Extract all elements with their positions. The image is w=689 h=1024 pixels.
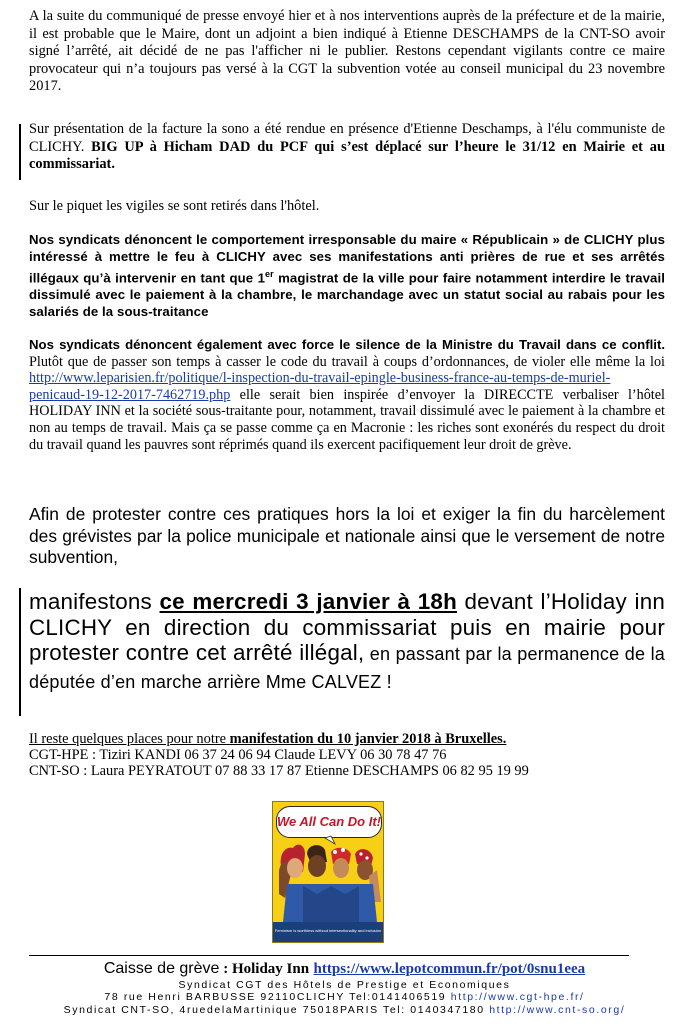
paragraph-contacts [29, 731, 665, 780]
footer-address-cgt [0, 991, 689, 1003]
paragraph-ministre [29, 337, 665, 453]
contact-cnt: CNT-SO : Laura PEYRATOUT 07 88 33 17 87 Etienne DESCHAMPS 06 82 95 19 99 [29, 763, 529, 780]
footer-caisse-de-greve [0, 959, 689, 979]
paragraph-sono-bold: BIG UP à Hicham DAD du PCF qui s’est déplacé sur l’heure le 31/12 en Mairie et au commissariat. [29, 138, 665, 172]
margin-bar [19, 124, 21, 180]
ministre-text1: Plutôt que de passer son temps à casser le code du travail à coups d’ordonnances, de violer elle même la loi [29, 353, 665, 370]
caisse-label: Caisse de grève [103, 960, 220, 977]
ministre-lead: Nos syndicats dénoncent également avec force le silence de la Ministre du Travail dans ce conflit. [29, 337, 665, 352]
footer-address-cnt [0, 1004, 689, 1016]
footer-address-cnt-text: Syndicat CNT-SO, 4ruedelaMartinique 75018PARIS Tel: 0140347180 [63, 1003, 490, 1016]
manifestons-pre: manifestons [29, 589, 160, 614]
bruxelles-line [29, 731, 665, 747]
poster-illustration [273, 802, 383, 942]
caisse-sep: : [219, 961, 232, 977]
footer-address-cgt-text: 78 rue Henri BARBUSSE 92110CLICHY Tel:0141406519 [104, 991, 451, 1004]
we-all-can-do-it-poster [272, 801, 384, 943]
cgt-hpe-link[interactable]: http://www.cgt-hpe.fr/ [450, 991, 585, 1004]
caisse-link[interactable]: https://www.lepotcommun.fr/pot/0snu1eea [313, 961, 586, 977]
paragraph-sono-text: Sur présentation de la facture la sono a été rendue en présence d'Etienne Deschamps, à l'élu communiste de CLICHY. [29, 121, 665, 155]
footer-syndicat-cgt: Syndicat CGT des Hôtels de Prestige et Economiques [178, 979, 511, 991]
contact-cgt: CGT-HPE : Tiziri KANDI 06 37 24 06 94 Claude LEVY 06 30 78 47 76 [29, 747, 447, 764]
svg-text:Feminism is worthless without: Feminism is worthless without intersectionality and inclusion [274, 928, 382, 933]
denonciation-part2: magistrat de la ville pour faire notamment interdire le travail dissimulé avec le paiement à la chambre, le marchandage avec un statut social au rabais pour les salariés de la sous-traitance [29, 269, 666, 319]
denonciation-part1: Nos syndicats dénoncent le comportement irresponsable du maire « Républicain » de CLICHY plus intéressé à mettre le feu à CLICHY avec ses manifestations anti prières de rue et ses arrêtés illégaux qu’à intervenir en tant que 1 [29, 232, 665, 285]
caisse-holiday: Holiday Inn [231, 961, 310, 977]
paragraph-manifestons [29, 589, 665, 695]
ministre-text2: elle serait bien inspirée d’envoyer la DIRECCTE verbaliser l’hôtel HOLIDAY INN et la société sous-traitante pour, notamment, travail dissimulé avec le paiement à la chambre et non au temps de travail. Mais ça se passe comme ça en Macronie : les riches sont exonérés du respect du droit du travail quand les pauvres sont réprimés quand ils exercent pacifiquement leur droit de grève. [29, 386, 665, 453]
poster-headline: We All Can Do It! [276, 806, 382, 838]
paragraph-protester: Afin de protester contre ces pratiques hors la loi et exiger la fin du harcèlement des grévistes par la police municipale et nationale ainsi que le versement de notre subvention, [29, 504, 665, 567]
margin-bar [19, 588, 21, 716]
manifestons-mid: devant l’Holiday inn CLICHY en direction du commissariat puis en mairie pour protester contre cet arrêté illégal, [29, 589, 666, 666]
manifestons-small: en passant par la permanence de la députée d’en marche arrière Mme CALVEZ ! [29, 644, 665, 692]
paragraph-denonciation-maire [29, 232, 665, 320]
paragraph-intro: A la suite du communiqué de presse envoyé hier et à nos interventions auprès de la préfecture et de la mairie, il est probable que le Maire, dont un adjoint a bien indiqué à Etienne DESCHAMPS de la CNT-SO avoir signé l’arrêté, ait décidé de ne pas l'afficher ni le publier. Restons cependant vigilants contre ce maire provocateur qui n’a toujours pas versé à la CGT la subvention votée au conseil municipal du 23 novembre 2017. [29, 8, 665, 94]
manifestation-date: ce mercredi 3 janvier à 18h [159, 589, 457, 614]
footer-addresses [0, 979, 689, 1016]
bruxelles-intro: Il reste quelques places pour notre [29, 731, 230, 747]
cnt-so-link[interactable]: http://www.cnt-so.org/ [489, 1003, 626, 1016]
paragraph-sono [29, 121, 665, 174]
paragraph-vigiles: Sur le piquet les vigiles se sont retirés dans l'hôtel. [29, 198, 320, 214]
bruxelles-bold: manifestation du 10 janvier 2018 à Bruxelles. [229, 731, 507, 747]
footer-divider [29, 955, 629, 956]
denonciation-sup: er [265, 268, 274, 279]
article-link[interactable]: http://www.leparisien.fr/politique/l-inspection-du-travail-epingle-business-france-au-temps-de-muriel-penicaud-19-12-2017-7462719.php [29, 370, 611, 403]
